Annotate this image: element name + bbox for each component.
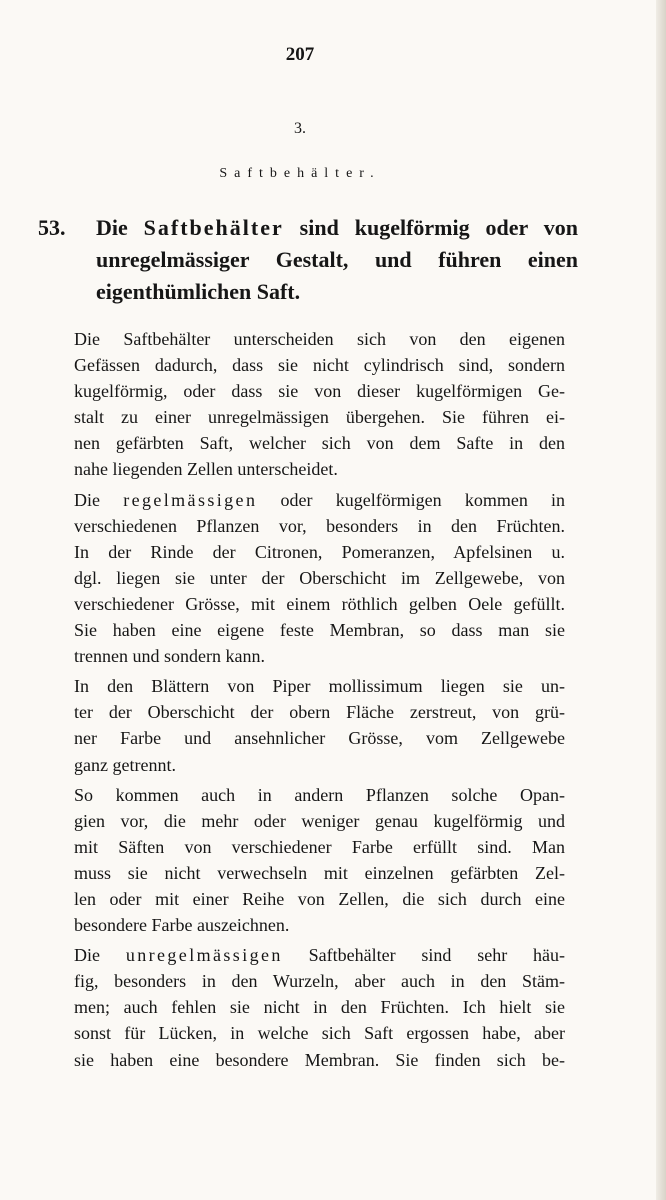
text-run: Saftbehälter sind sehr häu-: [308, 945, 566, 966]
text-line: nen gefärbten Saft, welcher sich von dem Safte in den: [74, 433, 565, 454]
heading-text: [96, 212, 578, 308]
page-number: 207: [285, 44, 315, 65]
text-line: ganz getrennt.: [74, 754, 176, 775]
text-line: dgl. liegen sie unter der Oberschicht im Zellgewebe, von: [74, 567, 565, 588]
text-line: nahe liegenden Zellen unterscheidet.: [74, 459, 338, 480]
spaced-word: regelmässigen: [123, 489, 258, 510]
text-line: gien vor, die mehr oder weniger genau kugelförmig und: [74, 810, 565, 831]
paragraph-2: [38, 487, 565, 670]
text-line: [38, 942, 565, 968]
text-line: verschiedenen Pflanzen vor, besonders in den Früchten.: [74, 515, 565, 536]
text-line: mit Säften von verschiedener Farbe erfüllt sind. Man: [74, 836, 565, 857]
body-text: [38, 326, 565, 1073]
text-line: besondere Farbe auszeichnen.: [74, 915, 290, 936]
heading-text-a: Die: [96, 215, 128, 240]
text-line: len oder mit einer Reihe von Zellen, die sich durch eine: [74, 888, 565, 909]
heading-number: 53.: [38, 215, 66, 240]
text-lead: Die: [74, 489, 100, 510]
text-line: So kommen auch in andern Pflanzen solche Opan-: [74, 784, 565, 805]
section-number: 3.: [294, 120, 306, 137]
heading-text-c: sind kugelförmig oder von unregelmässiger Gestalt, und führen einen eigenthümlichen Saft.: [96, 215, 579, 304]
text-line: verschiedener Grösse, mit einem röthlich gelben Oele gefüllt.: [74, 593, 565, 614]
heading-text-spaced: Saftbehälter: [143, 215, 284, 240]
text-line: Die Saftbehälter unterscheiden sich von den eigenen: [74, 329, 565, 349]
text-line: In der Rinde der Citronen, Pomeranzen, Apfelsinen u.: [74, 541, 565, 562]
text-line: ner Farbe und ansehnlicher Grösse, vom Zellgewebe: [74, 728, 565, 749]
text-line: Sie haben eine eigene feste Membran, so dass man sie: [74, 620, 565, 641]
text-line: fig, besonders in den Wurzeln, aber auch in den Stäm-: [74, 971, 565, 992]
text-line: [38, 487, 565, 513]
text-line: Gefässen dadurch, dass sie nicht cylindrisch sind, sondern: [74, 355, 565, 376]
text-line: kugelförmig, oder dass sie von dieser kugelförmigen Ge-: [74, 381, 565, 402]
numbered-heading: [38, 212, 578, 308]
paragraph-1: [38, 326, 565, 483]
text-lead: Die: [74, 945, 100, 966]
text-line: muss sie nicht verwechseln mit einzelnen gefärbten Zel-: [74, 862, 565, 883]
spaced-word: unregelmässigen: [125, 945, 283, 966]
paragraph-5: [38, 942, 565, 1072]
text-line: trennen und sondern kann.: [74, 646, 265, 667]
text-line: stalt zu einer unregelmässigen übergehen. Sie führen ei-: [74, 407, 565, 428]
paragraph-3: [38, 673, 565, 777]
section-title: Saftbehälter.: [219, 166, 381, 181]
text-line: sonst für Lücken, in welche sich Saft ergossen habe, aber: [74, 1023, 565, 1044]
text-line: In den Blättern von Piper mollissimum liegen sie un-: [74, 676, 565, 697]
text-line: sie haben eine besondere Membran. Sie finden sich be-: [74, 1049, 565, 1070]
paragraph-4: [38, 782, 565, 939]
page-edge: [656, 0, 666, 1200]
text-line: men; auch fehlen sie nicht in den Früchten. Ich hielt sie: [74, 997, 565, 1018]
text-run: oder kugelförmigen kommen in: [280, 489, 566, 510]
text-line: ter der Oberschicht der obern Fläche zerstreut, von grü-: [74, 702, 565, 723]
